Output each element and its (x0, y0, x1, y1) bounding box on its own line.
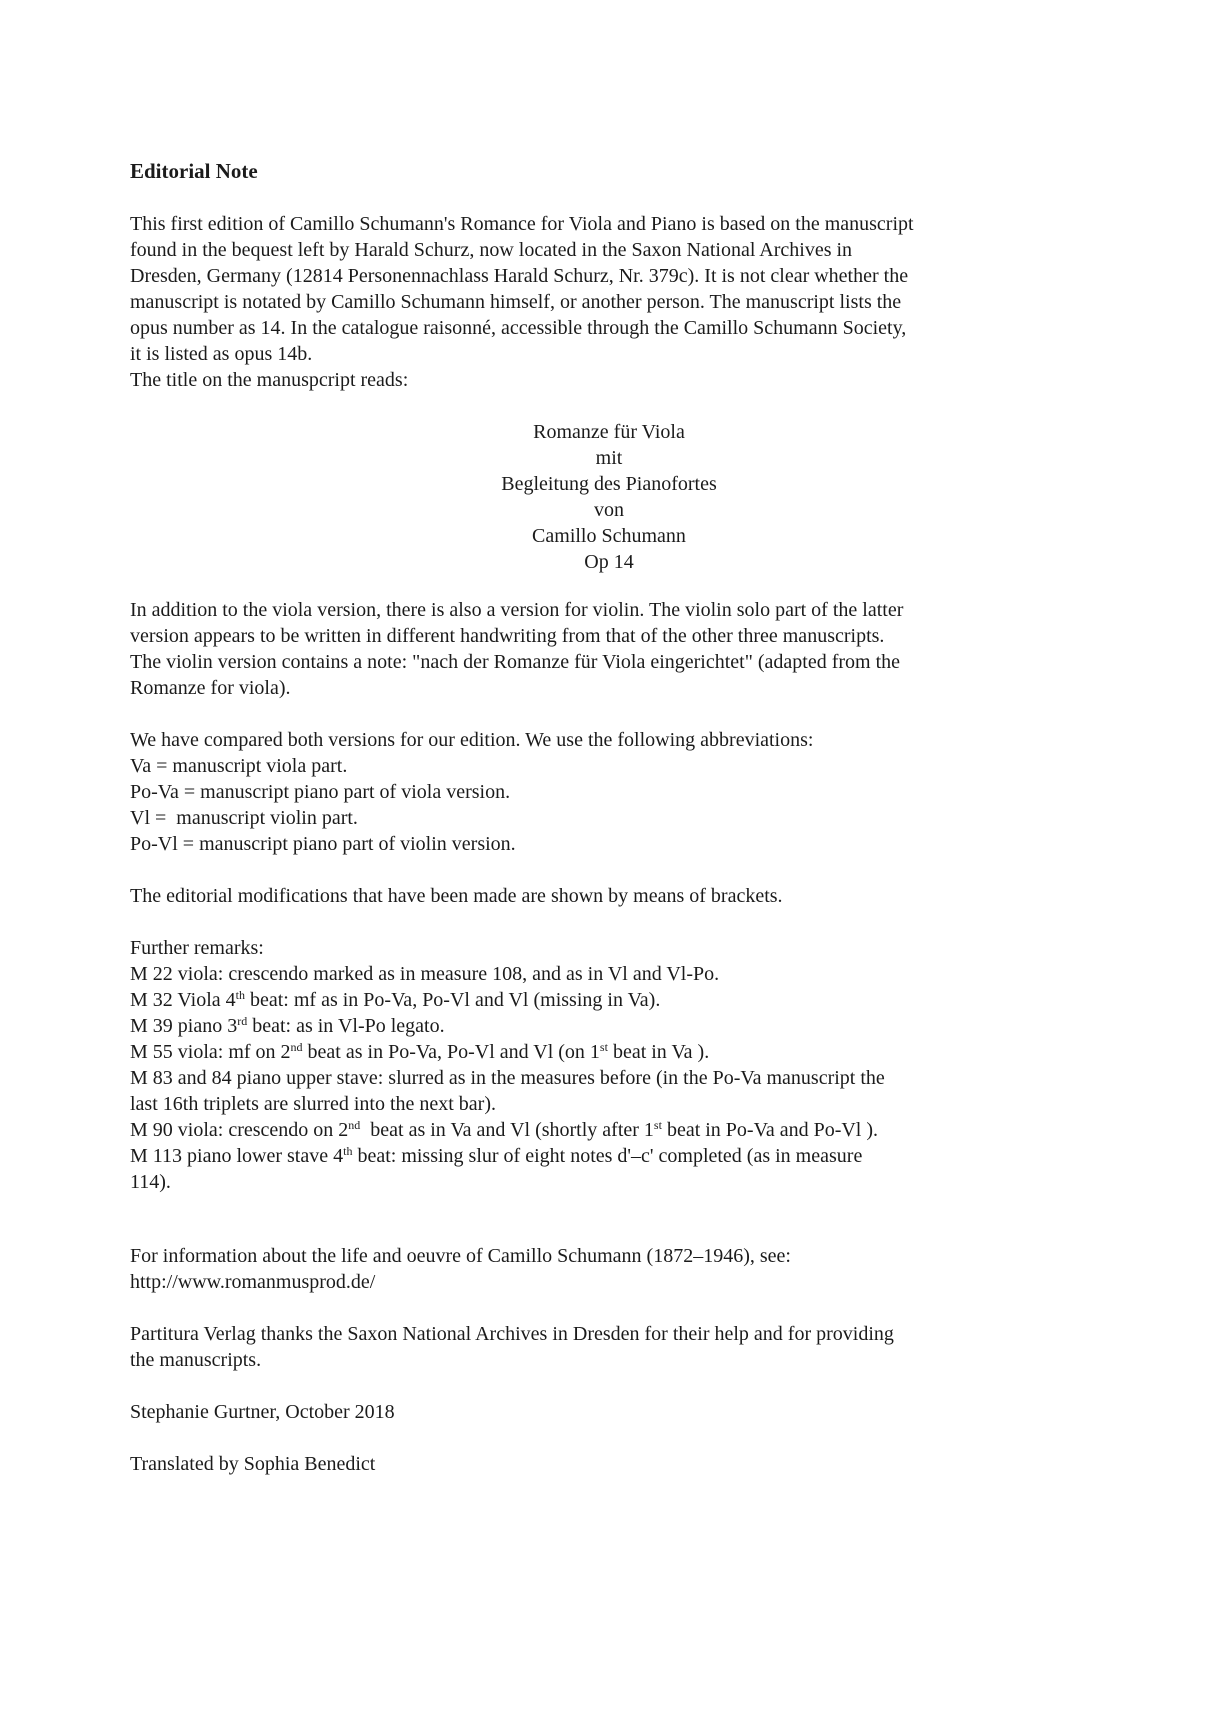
info-paragraph (130, 1243, 1088, 1295)
signature-paragraph (130, 1399, 1088, 1425)
remark-line: M 90 viola: crescendo on 2nd beat as in Va and Vl (shortly after 1st beat in Po-Va and Po-Vl ). (130, 1118, 879, 1141)
acknowledgement-paragraph (130, 1321, 1088, 1373)
further-remarks-section (130, 935, 1088, 1195)
versions-line: In addition to the viola version, there is also a version for violin. The violin solo part of the latter (130, 599, 904, 621)
ordinal-superscript: st (653, 1118, 662, 1132)
intro-paragraph (130, 211, 1088, 393)
intro-line: Dresden, Germany (12814 Personennachlass Harald Schurz, Nr. 379c). It is not clear whether the (130, 265, 909, 287)
ordinal-superscript: st (599, 1040, 608, 1054)
remark-line: M 22 viola: crescendo marked as in measure 108, and as in Vl and Vl-Po. (130, 963, 720, 985)
translation-credit-paragraph (130, 1451, 1088, 1477)
ordinal-superscript: th (343, 1144, 353, 1158)
website-url: http://www.romanmusprod.de/ (130, 1271, 376, 1293)
manuscript-title-line: mit (595, 447, 623, 469)
page-title: Editorial Note (130, 159, 258, 183)
abbreviations-paragraph (130, 727, 1088, 857)
ordinal-superscript: nd (290, 1040, 303, 1054)
remark-line: 114). (130, 1171, 171, 1193)
intro-line: manuscript is notated by Camillo Schumann himself, or another person. The manuscript lists the (130, 291, 902, 313)
abbreviation-line: We have compared both versions for our edition. We use the following abbreviations: (130, 729, 814, 751)
ordinal-superscript: th (235, 988, 245, 1002)
manuscript-title-line: Romanze für Viola (533, 421, 685, 443)
abbreviation-line: Va = manuscript viola part. (130, 755, 348, 777)
signature-line: Stephanie Gurtner, October 2018 (130, 1401, 395, 1423)
info-line: For information about the life and oeuvre of Camillo Schumann (1872–1946), see: (130, 1245, 791, 1267)
translation-credit-line: Translated by Sophia Benedict (130, 1453, 376, 1475)
versions-line: The violin version contains a note: "nach der Romanze für Viola eingerichtet" (adapted from the (130, 651, 901, 673)
intro-line: This first edition of Camillo Schumann's Romance for Viola and Piano is based on the manuscript (130, 213, 914, 235)
intro-line: opus number as 14. In the catalogue raisonné, accessible through the Camillo Schumann Society, (130, 317, 907, 339)
remark-line: M 32 Viola 4th beat: mf as in Po-Va, Po-Vl and Vl (missing in Va). (130, 988, 661, 1011)
manuscript-title-line: Camillo Schumann (532, 525, 686, 547)
versions-paragraph (130, 597, 1088, 701)
intro-line: it is listed as opus 14b. (130, 343, 313, 365)
intro-line: found in the bequest left by Harald Schurz, now located in the Saxon National Archives in (130, 239, 853, 261)
remarks-heading: Further remarks: (130, 937, 264, 959)
remark-line: M 83 and 84 piano upper stave: slurred as in the measures before (in the Po-Va manuscript the (130, 1067, 885, 1089)
manuscript-title-line: Begleitung des Pianofortes (501, 473, 717, 495)
acknowledgement-line: Partitura Verlag thanks the Saxon National Archives in Dresden for their help and for providing (130, 1323, 894, 1345)
manuscript-title-line: von (594, 499, 624, 521)
abbreviation-line: Vl = manuscript violin part. (130, 807, 358, 829)
ordinal-superscript: nd (348, 1118, 361, 1132)
manuscript-title-line: Op 14 (584, 551, 634, 573)
abbreviation-line: Po-Vl = manuscript piano part of violin version. (130, 833, 516, 855)
versions-line: Romanze for viola). (130, 677, 291, 699)
remark-line: M 113 piano lower stave 4th beat: missing slur of eight notes d'–c' completed (as in measure (130, 1144, 863, 1167)
versions-line: version appears to be written in different handwriting from that of the other three manuscripts. (130, 625, 885, 647)
abbreviation-line: Po-Va = manuscript piano part of viola version. (130, 781, 511, 803)
brackets-note (130, 883, 1088, 909)
remark-line: M 55 viola: mf on 2nd beat as in Po-Va, Po-Vl and Vl (on 1st beat in Va ). (130, 1040, 710, 1063)
remark-line: last 16th triplets are slurred into the next bar). (130, 1093, 497, 1115)
remark-line: M 39 piano 3rd beat: as in Vl-Po legato. (130, 1014, 445, 1037)
remarks-list (130, 961, 1088, 1195)
manuscript-title-block (130, 419, 1088, 575)
acknowledgement-line: the manuscripts. (130, 1349, 262, 1371)
brackets-note-line: The editorial modifications that have been made are shown by means of brackets. (130, 885, 783, 907)
ordinal-superscript: rd (237, 1014, 248, 1028)
editorial-note-document (130, 157, 1088, 1503)
intro-line: The title on the manuspcript reads: (130, 369, 409, 391)
